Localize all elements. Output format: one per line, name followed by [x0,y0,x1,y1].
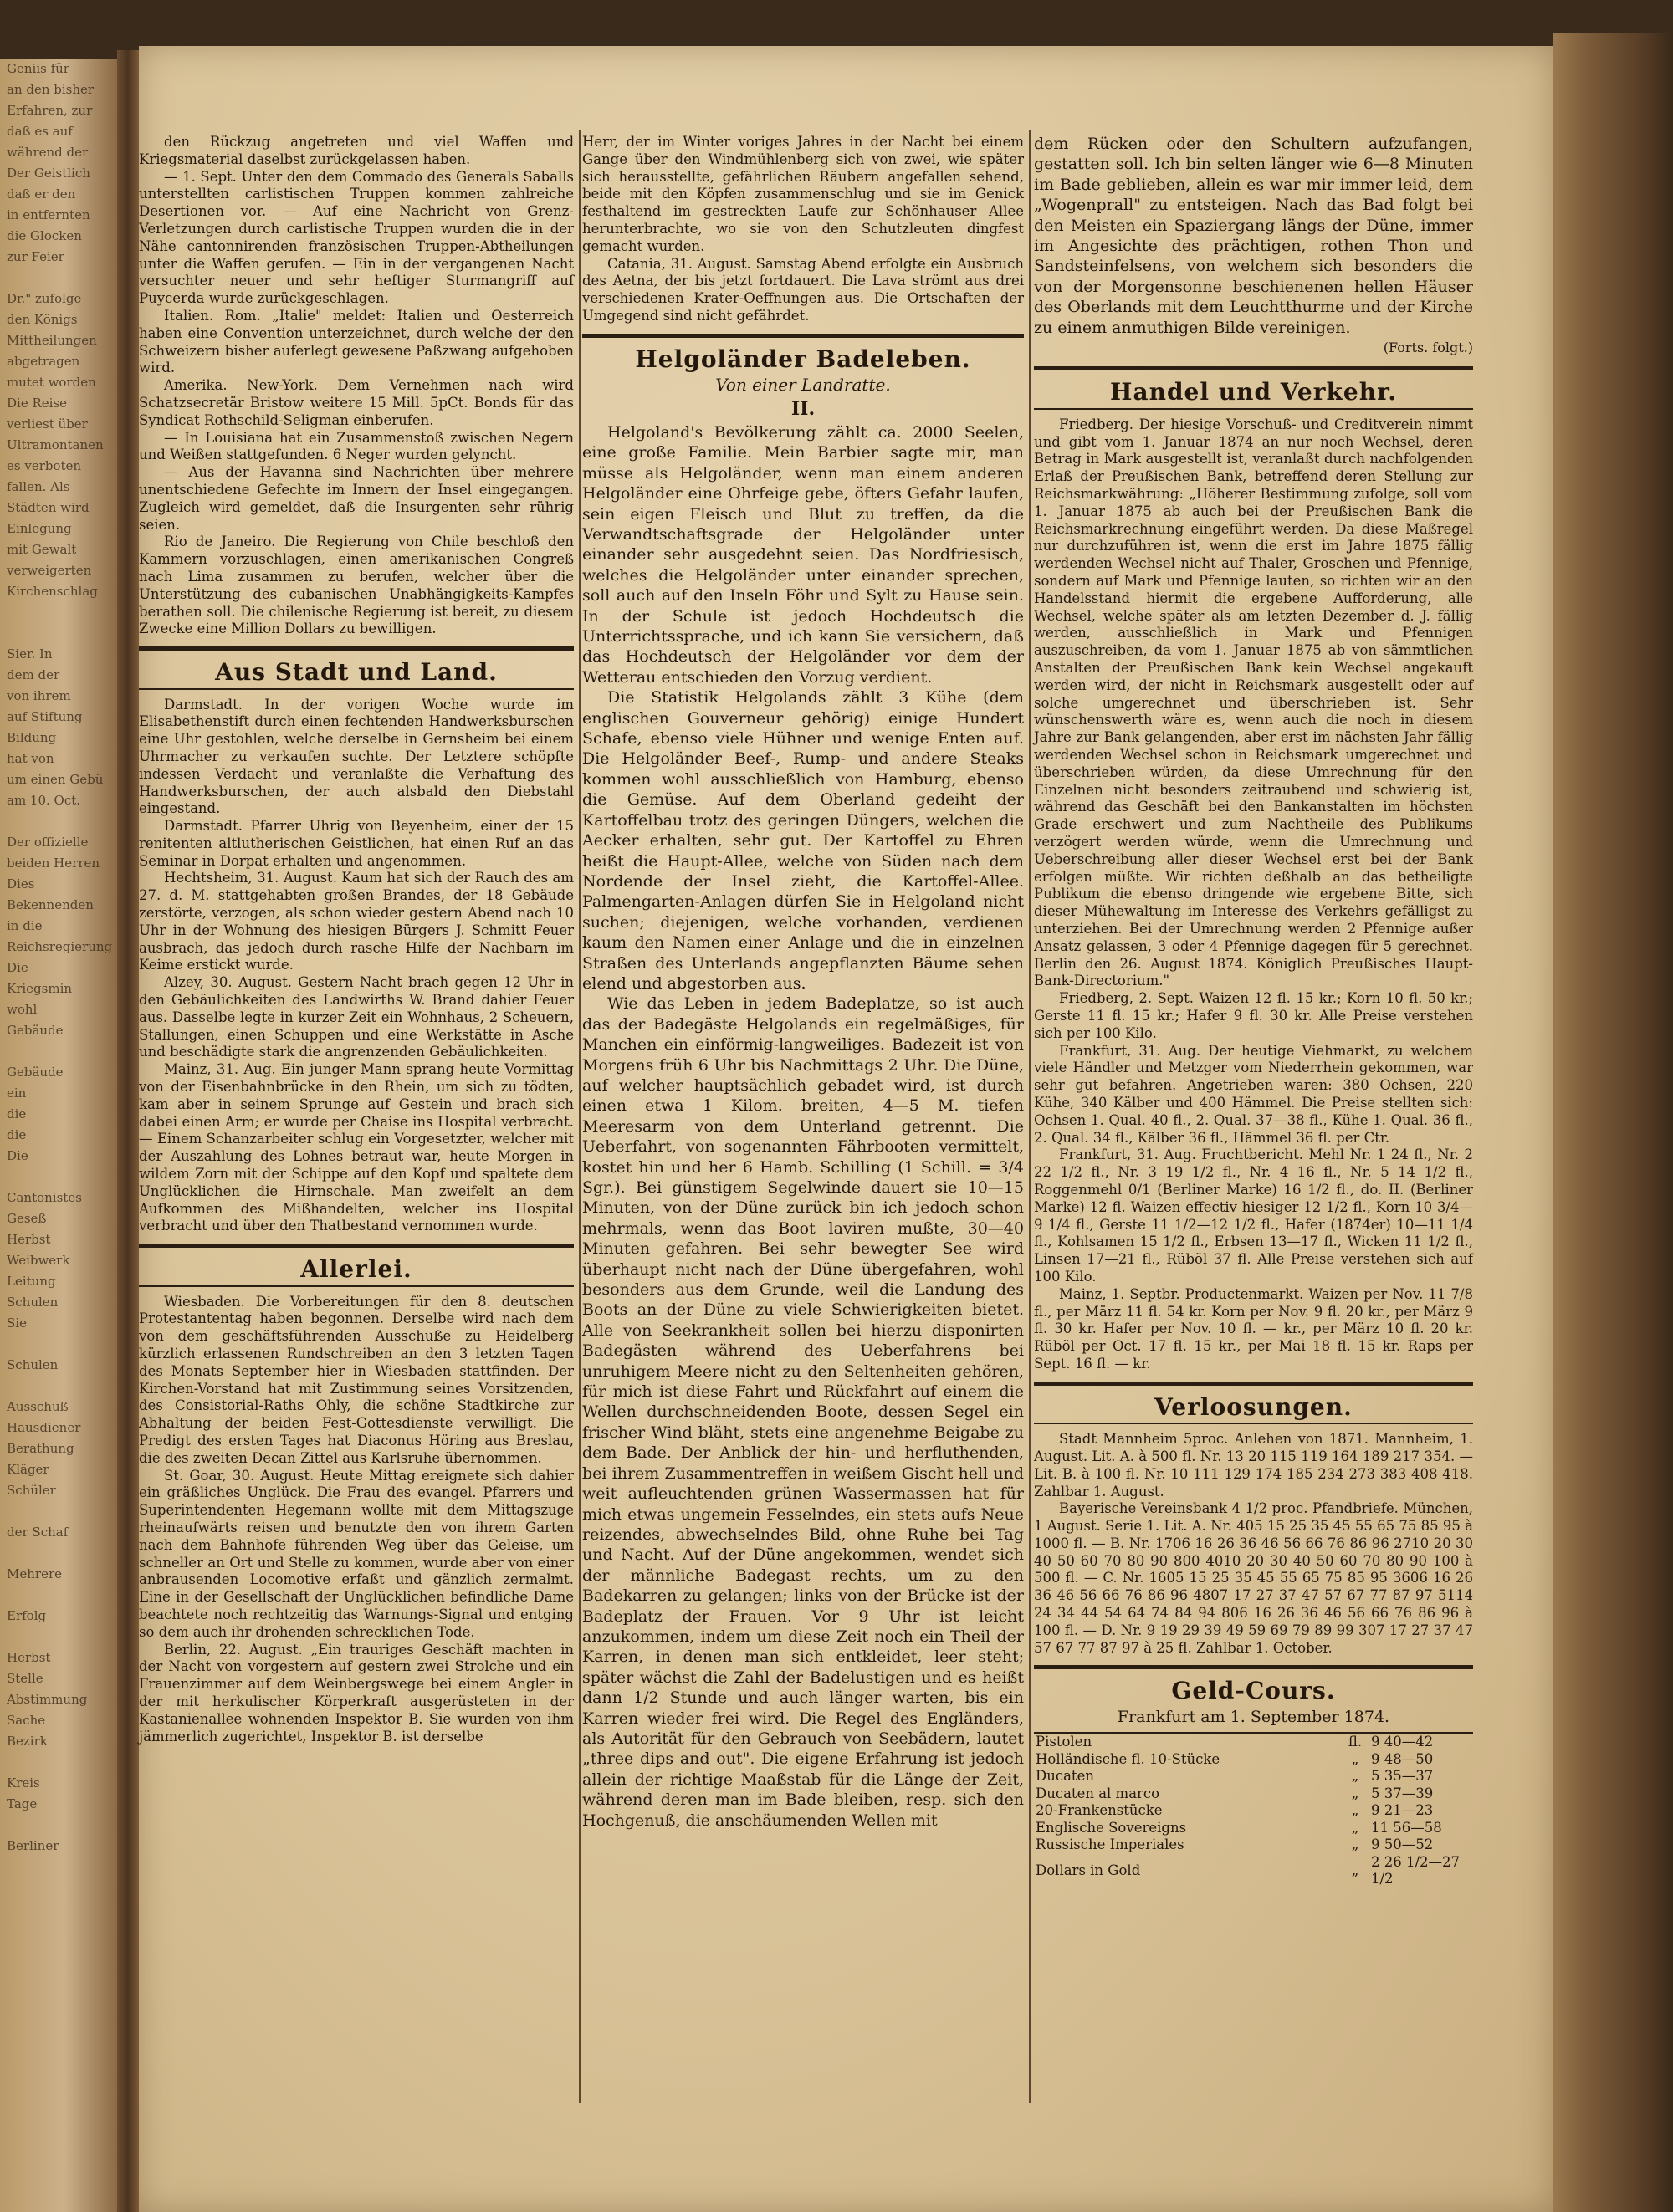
left-page-line: Berathung [7,1441,74,1456]
feuilleton-body [582,422,1024,1831]
left-page-line: Abstimmung [7,1692,88,1707]
currency-name: Englische Sovereigns [1036,1819,1187,1836]
article-paragraph: Rio de Janeiro. Die Regierung von Chile beschloß den Kammern vorzuschlagen, einen amerikanischen Congreß nach Lima zusammen zu berufen, welcher über die Unterstützung des cubanischen Unabhängigkeits-Kampfes berathen soll. Die chilenische Regierung ist bereit, zu diesem Zwecke eine Million Dollars zu bewilligen. [139,534,574,637]
book-gutter [117,50,139,2212]
handel-articles [1034,416,1473,1373]
left-page-line: dem der [7,667,60,682]
article-paragraph: — Aus der Havanna sind Nachrichten über mehrere unentschiedene Gefechte im Innern der Insel eingegangen. Zugleich wird gemeldet, daß die Insurgenten sehr rührig seien. [139,464,574,533]
left-page-line: Der Geistlich [7,166,90,181]
article-paragraph: Hechtsheim, 31. August. Kaum hat sich der Rauch des am 27. d. M. stattgehabten großen Brandes, der 18 Gebäude zerstörte, verzogen, als schon wieder gestern Abend nach 10 Uhr in der Wohnung des hiesigen Bürgers J. Schmitt Feuer ausbrach, das jedoch durch rasche Hilfe der Nachbarn im Keime erstickt wurde. [139,870,574,973]
article-paragraph: Berlin, 22. August. „Ein trauriges Geschäft machten in der Nacht von vorgestern auf gestern zwei Strolche und ein Frauenzimmer auf dem Weinbergswege bei einem Angler in der mit herkulischer Körperkraft ausgerüsteten in der Kastanienallee wohnenden Inspektor B. Sie wurden von ihm jämmerlich zugerichtet, Inspektor B. ist derselbe [139,1641,574,1745]
currency-name: 20-Frankenstücke [1036,1802,1163,1819]
currency-name: Ducaten al marco [1036,1785,1160,1801]
article-paragraph: Amerika. New-York. Dem Vernehmen nach wird Schatzsecretär Bristow weitere 15 Mill. 5pCt. Bonds für das Syndicat Rothschild-Seligman einberufen. [139,377,574,428]
exchange-table [1034,1732,1473,1888]
currency-rate: 9 40—42 [1369,1733,1473,1751]
left-page-line: auf Stiftung [7,709,83,724]
article-paragraph: Alzey, 30. August. Gestern Nacht brach gegen 12 Uhr in den Gebäulichkeiten des Landwirths W. Brand dahier Feuer aus. Dasselbe legte in kurzer Zeit ein Wohnhaus, 2 Scheuern, Stallungen, einen Schuppen und eine Werkstätte in Asche und beschädigte stark die angrenzenden Gebäulichkeiten. [139,974,574,1060]
left-page-line: daß er den [7,186,76,202]
left-page-line: Geseß [7,1211,47,1226]
currency-rate: 9 21—23 [1371,1802,1434,1819]
left-page-line: Schulen [7,1295,59,1310]
left-page-line: Die Reise [7,396,68,411]
currency-unit: „ [1351,1785,1359,1801]
verloosungen-articles [1034,1431,1473,1657]
section-title-allerlei: Allerlei. [300,1255,412,1284]
currency-rate: 9 50—52 [1371,1837,1434,1853]
left-page-line: Mittheilungen [7,333,97,348]
column-2 [582,134,1024,1831]
left-page-line: Die [7,960,28,975]
exchange-row [1034,1837,1473,1854]
currency-rate: 2 26 1/2—27 1/2 [1371,1853,1461,1888]
left-page-line: an den bisher [7,82,95,97]
article-paragraph: Wiesbaden. Die Vorbereitungen für den 8. deutschen Protestantentag haben begonnen. Derselbe wird nach dem von dem geschäftsführenden Ausschuße zu Heidelberg kürzlich erlassenen Rundschreiben an den 3 letzten Tagen des Monats September hier in Wiesbaden stattfinden. Der Kirchen-Vorstand hat mit Zustimmung seines Vorsitzenden, des Consistorial-Raths Ohly, die schöne Stadtkirche zur Abhaltung der beiden Fest-Gottesdienste verwilligt. Die Predigt des ersten Tages hat Diaconus Höring aus Breslau, die des zweiten Decan Zittel aus Karlsruhe übernommen. [139,1293,574,1466]
left-page-line [0,268,117,289]
stadt-land-articles [139,697,574,1236]
left-page-line: Einlegung [7,521,72,536]
currency-unit: „ [1351,1802,1359,1819]
exchange-row [1034,1751,1473,1769]
left-page-line: Erfolg [7,1608,47,1623]
article-paragraph: Stadt Mannheim 5proc. Anlehen von 1871. Mannheim, 1. August. Lit. A. à 500 fl. Nr. 13 20 115 119 164 189 217 354. — Lit. B. à 100 fl. Nr. 10 111 129 174 185 234 273 383 408 418. Zahlbar 1. August. [1034,1431,1473,1499]
article-paragraph: Darmstadt. In der vorigen Woche wurde im Elisabethenstift durch einen fechtenden Handwerksburschen eine Uhr gestohlen, welche derselbe in Gernsheim bei einem Uhrmacher zu verkaufen suchte. Der Letztere schöpfte indessen Verdacht und veranlaßte die Verhaftung des Handwerksburschen, der auch alsbald den Diebstahl eingestand. [139,696,574,817]
article-text: Catania, 31. August. Samstag Abend erfolgte ein Ausbruch des Aetna, der bis jetzt fortdauert. Die Lava strömt aus drei verschiedenen Krater-Oeffnungen aus. Die Ortschaften der Umgegend sind nicht gefährdet. [582,255,1024,324]
section-rule [582,334,1024,338]
section-rule [1034,366,1473,370]
left-page-line [0,1815,117,1836]
column-separator [1029,130,1031,2103]
left-page-line: Reichsregierung [7,939,113,954]
left-page-line: hat von [7,751,54,766]
section-title-geld-cours: Geld-Cours. [1171,1677,1336,1705]
currency-rate: 11 56—58 [1371,1819,1442,1836]
left-page-line: Dies [7,876,35,891]
left-page-line [0,1334,117,1355]
left-facing-page [0,59,117,2212]
left-page-line: den Königs [7,312,78,327]
left-page-line: fallen. Als [7,479,70,494]
left-page-line: Die [7,1148,28,1163]
article-paragraph: Helgoland's Bevölkerung zählt ca. 2000 Seelen, eine große Familie. Mein Barbier sagte mir, man müsse als Helgoländer, wenn man einem anderen Helgoländer eine Ohrfeige gebe, öfters Gefahr laufen, sein eigen Fleisch und Blut zu treffen, da die Verwandtschaftsgrade der Helgoländer unter einander sehr ausgedehnt seien. Das Nordfriesisch, welches die Helgoländer unter einander sprechen, soll auch auf den Inseln Föhr und Sylt zu Hause sein. In der Schule ist jedoch Hochdeutsch die Unterrichtssprache, und ich kann Sie versichern, daß das Hochdeutsch der Helgoländer vor dem der Wetterau entschieden den Vorzug verdient. [582,422,1024,687]
article-paragraph: — In Louisiana hat ein Zusammenstoß zwischen Negern und Weißen stattgefunden. 6 Neger wurden gelyncht. [139,429,574,463]
left-page-line [0,1501,117,1522]
left-page-line: Leitung [7,1274,56,1289]
left-page-line: Mehrere [7,1566,62,1581]
left-page-line: am 10. Oct. [7,793,81,808]
left-page-line [0,1167,117,1188]
left-page-line: Berliner [7,1838,59,1853]
left-page-line: in entfernten [7,207,90,222]
section-title-verloosungen: Verloosungen. [1154,1392,1353,1421]
left-page-line: wohl [7,1002,38,1017]
left-page-line: Kläger [7,1462,49,1477]
feuilleton-part: II. [790,397,816,420]
book-edge [1553,33,1673,2212]
left-page-line: Ausschuß [7,1399,69,1414]
left-page-line: Städten wird [7,500,90,515]
left-page-line: Hausdiener [7,1420,81,1435]
left-page-line: Sie [7,1315,27,1331]
section-rule [1034,1423,1473,1424]
feuilleton-continued: dem Rücken oder den Schultern aufzufangen, gestatten soll. Ich bin selten länger wie 6—8 Minuten im Bade geblieben, allein es war mir immer leid, dem „Wogenprall" zu entsteigen. Nach das Bad folgt bei den Meisten ein Spaziergang längs der Düne, immer im Angesichte des prächtigen, rothen Thon und Sandsteinfelsens, von welchem sich besonders die von der Morgensonne beschienenen hellen Häuser des Oberlands mit dem Leuchtthurme und der Kirche zu einem anmuthigen Bilde vereinigen. [1034,135,1473,337]
left-page-line: in die [7,918,43,933]
currency-unit: „ [1351,1837,1359,1853]
currency-name: Dollars in Gold [1036,1862,1141,1879]
article-paragraph: Friedberg. Der hiesige Vorschuß- und Creditverein nimmt und gibt vom 1. Januar 1874 an nur noch Wechsel, deren Betrag in Mark ausgestellt ist, veranlaßt durch nachfolgenden Erlaß der Preußischen Bank, betreffend deren Stellung zur Reichsmarkwährung: „Höherer Bestimmung zufolge, soll vom 1. Januar 1875 ab auch bei der Preußischen Bank die Reichsmarkrechnung eingeführt werden. Da diese Maßregel nur durchzuführen ist, wenn die erst im Jahre 1875 fällig werdenden Wechsel nicht auf Thaler, Groschen und Pfennige, sondern auf Mark und Pfennige lauten, so richten wir an den Handelsstand hiermit die ergebene Aufforderung, alle Wechsel, welche später als am letzten Dezember d. J. fällig werden, ausschließlich in Mark und Pfennigen auszuschreiben, da vom 1. Januar 1875 ab von sämmtlichen Anstalten der Preußischen Bank kein Wechsel angekauft werden wird, der nicht in Reichsmark ausgestellt oder auf solche umgerechnet und überschrieben ist. Sehr wünschenswerth wäre es, wenn auch die noch in diesem Jahre zur Bank gelangenden, aber erst im nächsten Jahr fällig werdenden Wechsel schon in Reichsmark umgerechnet und überschrieben würden, da diese Umrechnung für den Einzelnen nicht besonders zeitraubend und schwierig ist, während das Geschäft bei den Bankanstalten im höchsten Grade erschwert und zum Nachtheile des Publikums verzögert werden würde, wenn die Umrechnung und Ueberschreibung aller dieser Wechsel erst bei der Bank erfolgen müßte. Wir richten deßhalb an das betheiligte Publikum die ebenso dringende wie ergebene Bitte, sich dieser Mühewaltung im Interesse des Verkehrs gefälligst zu unterziehen. Bei der Umrechnung werden 2 Pfennige außer Ansatz gelassen, 3 oder 4 Pfennige dagegen für 5 gerechnet. Berlin den 26. August 1874. Königlich Preußisches Haupt-Bank-Directorium." [1034,416,1473,989]
column-1 [139,134,574,1745]
left-page-line: von ihrem [7,688,71,703]
geld-cours-subtitle: Frankfurt am 1. September 1874. [1117,1707,1390,1726]
section-rule [139,1244,574,1248]
column-3 [1034,134,1473,1888]
left-page-line [0,1376,117,1397]
left-page-line: Bezirk [7,1734,48,1749]
left-page-line [0,1627,117,1648]
article-paragraph: Darmstadt. Pfarrer Uhrig von Beyenheim, einer der 15 renitenten altlutherischen Geistlichen, hat einen Ruf an das Seminar in Dorpat erhalten und angenommen. [139,818,574,869]
left-page-line: während der [7,145,89,160]
left-page-line: Sache [7,1713,46,1728]
left-page-line: daß es auf [7,124,73,139]
left-page-line: Herbst [7,1650,51,1665]
left-page-line: Gebäude [7,1065,64,1080]
allerlei-articles [139,1294,574,1746]
left-page-line: es verboten [7,458,82,473]
left-page-line: Schüler [7,1483,56,1498]
left-page-line: Herbst [7,1232,51,1247]
section-rule [1034,408,1473,410]
left-page-line: der Schaf [7,1525,69,1540]
left-page-line [0,1585,117,1606]
article-paragraph: Bayerische Vereinsbank 4 1/2 proc. Pfandbriefe. München, 1 August. Serie 1. Lit. A. Nr. 405 15 25 35 45 55 65 75 85 95 à 1000 fl. — B. Nr. 1706 16 26 36 46 56 66 76 86 96 2710 20 30 40 50 60 70 80 90 800 4010 20 30 40 50 60 70 80 90 100 à 500 fl. — C. Nr. 1605 15 25 35 45 55 65 75 85 95 3606 16 26 36 46 56 66 76 86 96 4807 17 27 37 47 57 67 77 87 97 5114 24 34 44 54 64 74 84 94 806 16 26 36 46 56 66 76 86 96 à 100 fl. — D. Nr. 9 19 29 39 49 59 69 79 89 99 307 17 27 37 47 57 67 77 87 97 à 25 fl. Zahlbar 1. October. [1034,1500,1473,1656]
currency-name: Russische Imperiales [1036,1837,1184,1853]
left-page-line: Schulen [7,1357,59,1372]
column-separator [579,130,581,2103]
currency-rate: 5 37—39 [1371,1785,1434,1801]
currency-name: Pistolen [1034,1733,1341,1751]
left-page-line: verweigerten [7,563,92,578]
left-page-line: Kreis [7,1775,40,1791]
article-paragraph: den Rückzug angetreten und viel Waffen und Kriegsmaterial daselbst zurückgelassen haben. [139,134,574,167]
newspaper-page [139,46,1553,2212]
exchange-row [1034,1820,1473,1837]
section-rule [139,1285,574,1287]
left-page-line: abgetragen [7,354,80,369]
article-paragraph: Mainz, 1. Septbr. Productenmarkt. Waizen per Nov. 11 7/8 fl., per März 11 fl. 54 kr. Korn per Nov. 9 fl. 20 kr., per März 9 fl. 30 kr. Hafer per Nov. 10 fl. — kr., per März 10 fl. 20 kr. Rüböl per Oct. 17 fl. 15 kr., per Mai 18 fl. 15 kr. Raps per Sept. 16 fl. — kr. [1034,1285,1473,1372]
left-page-line: Kriegsmin [7,981,73,996]
exchange-row [1034,1854,1473,1888]
left-page-line: Der offizielle [7,835,89,850]
currency-unit: „ [1351,1819,1359,1836]
article-paragraph: Frankfurt, 31. Aug. Fruchtbericht. Mehl Nr. 1 24 fl., Nr. 2 22 1/2 fl., Nr. 3 19 1/2 fl., Nr. 4 16 fl., Nr. 5 14 1/2 fl., Roggenmehl 0/1 (Berliner Marke) 16 1/2 fl., do. II. (Berliner Marke) 12 fl. Waizen effectiv hiesiger 12 1/2 fl., Korn 10 3/4—9 1/4 fl., Gerste 11 1/2—12 1/2 fl., Hafer (1874er) 10—11 1/4 fl., Kohlsamen 15 1/2 fl., Erbsen 13—17 fl., Wicken 11 1/2 fl., Linsen 17—21 fl., Rüböl 37 fl. Alle Preise verstehen sich auf 100 Kilo. [1034,1147,1473,1285]
left-page-line: Stelle [7,1671,43,1686]
currency-name: Ducaten [1036,1768,1094,1785]
left-page-line: um einen Gebü [7,772,104,787]
news-intro [139,134,574,638]
left-page-line: zur Feier [7,249,64,264]
left-page-line: Tage [7,1796,38,1811]
section-rule [1034,1665,1473,1669]
left-page-line: beiden Herren [7,856,100,871]
article-text: Herr, der im Winter voriges Jahres in der Nacht bei einem Gange über den Windmühlenberg sich von zwei, wie später sich herausstellte, gefährlichen Räubern angefallen sehend, beide mit den Köpfen zusammenschlug und sie im Genick festhaltend im gestreckten Laufe zur Schönhauser Allee herunterbrachte, wo sie von den Schutzleuten dingfest gemacht wurden. [582,134,1024,254]
currency-rate: 9 48—50 [1371,1750,1434,1767]
left-page-line: die Glocken [7,228,82,243]
currency-unit: fl. [1341,1733,1369,1751]
left-page-line: die [7,1106,27,1121]
left-page-line: die [7,1127,27,1142]
left-page-line: Weibwerk [7,1253,70,1268]
left-page-line: Gebäude [7,1023,64,1038]
left-page-line [0,623,117,644]
exchange-row [1034,1768,1473,1785]
left-page-line: Cantonistes [7,1190,82,1205]
article-paragraph: St. Goar, 30. August. Heute Mittag ereignete sich dahier ein gräßliches Unglück. Die Frau des evangel. Pfarrers und Superintendenten Hegemann wollte mit dem Mittagszuge rheinaufwärts reisen und benutzte den von ihrem Garten nach dem Bahnhofe führenden Weg über das Geleise, um schneller an Ort und Stelle zu kommen, wurde aber von einer anbrausenden Locomotive erfaßt und gänzlich zermalmt. Eine in der Gesellschaft der Unglücklichen befindliche Dame beachtete noch rechtzeitig das Warnungs-Signal und entging so dem auch ihr drohenden schrecklichen Tode. [139,1467,574,1640]
feuilleton-subtitle: Von einer Landratte. [715,375,891,396]
left-page-line [0,1752,117,1773]
left-page-line: ein [7,1086,27,1101]
section-rule [139,646,574,651]
article-paragraph: Mainz, 31. Aug. Ein junger Mann sprang heute Vormittag von der Eisenbahnbrücke in den Rhein, um sich zu tödten, kam aber in seinem Sprunge auf Gestein und brach sich dabei einen Arm; er wurde per Chaise ins Hospital verbracht. — Einem Schanzarbeiter schlug ein Vorgesetzter, welcher mit der Auszahlung des Lohnes betraut war, heute Morgen in wildem Zorn mit der Schippe auf den Kopf und spaltete dem Unglücklichen die Hirnschale. Man zweifelt an dem Aufkommen des Mißhandelten, welcher ins Hospital verbracht und über den Thatbestand vernommen wurde. [139,1061,574,1234]
article-paragraph: Frankfurt, 31. Aug. Der heutige Viehmarkt, zu welchem viele Händler und Metzger vom Niederrhein gekommen, war sehr gut befahren. Angetrieben waren: 380 Ochsen, 220 Kühe, 340 Kälber und 400 Hämmel. Die Preise stellten sich: Ochsen 1. Qual. 40 fl., 2. Qual. 37—38 fl., Kühe 1. Qual. 36 fl., 2. Qual. 34 fl., Kälber 36 fl., Hämmel 36 fl. per Ctr. [1034,1042,1473,1146]
article-paragraph: Friedberg, 2. Sept. Waizen 12 fl. 15 kr.; Korn 10 fl. 50 kr.; Gerste 11 fl. 15 kr.; Hafer 9 fl. 30 kr. Alle Preise verstehen sich per 100 Kilo. [1034,990,1473,1041]
exchange-row [1034,1785,1473,1803]
section-title-handel: Handel und Verkehr. [1110,378,1397,406]
left-page-line [0,1041,117,1062]
currency-rate: 5 35—37 [1371,1768,1434,1785]
left-page-line: Ultramontanen [7,437,104,452]
currency-unit: „ [1351,1750,1359,1767]
article-paragraph: Wie das Leben in jedem Badeplatze, so ist auch das der Badegäste Helgolands ein regelmäßiges, für Manchen ein einförmig-langweiliges. Badezeit ist von Morgens früh 6 Uhr bis Nachmittags 2 Uhr. Die Düne, auf welcher hauptsächlich gebadet wird, ist durch einen etwa 1 Kilom. breiten, 4—5 M. tiefen Meeresarm von dem Unterland getrennt. Die Ueberfahrt, von sogenannten Fährbooten vermittelt, kostet hin und her 6 Hamb. Schilling (1 Schill. = 3/4 Sgr.). Bei günstigem Segelwinde dauert sie 10—15 Minuten, von der Düne zurück bin ich jedoch schon mehrmals, wenn das Boot laviren mußte, 30—40 Minuten gefahren. Bei sehr bewegter See wird überhaupt nicht nach der Düne übergefahren, wohl besonders aus dem Grunde, weil die Landung des Boots an der Düne zu viele Schwierigkeiten bietet. Alle von Seekrankheit sollen bei hierzu disponirten Badegästen während des Ueberfahrens bei unruhigem Meere nicht zu den Seltenheiten gehören, für mich ist diese Fahrt und Rückfahrt auf einem die Wellen durchschneidenden Boote, dessen Segel ein frischer Wind bläht, stets eine angenehme Beigabe zu dem Bade. Der Anblick der hin- und herfluthenden, bei ihrem Zusammentreffen in weißem Gischt hell und weit aufleuchtenden grünen Wassermassen hat für mich etwas ungemein Fesselndes, ein stets aufs Neue reizendes, abwechselndes Bild, ohne Ruhe bei Tag und Nacht. Auf der Düne angekommen, wendet sich der männliche Badegast rechts, um zu den Badekarren zu gelangen; links von der Brücke ist der Badeplatz der Frauen. Vor 9 Uhr ist leicht anzukommen, indem um diese Zeit noch ein Theil der Karren, in denen man sich entkleidet, leer steht; später wächst die Zahl der Badelustigen und es heißt dann 1/2 Stunde und auch länger warten, bis ein Karren wieder frei wird. Die Regel des Engländers, als Autorität für den Gebrauch von Seebädern, lautet „three dips and out". Die eigene Erfahrung ist jedoch allein der richtige Maaßstab für die Länge der Zeit, während deren man im Bade bleiben, resp. sich den Hochgenuß, die anschäumenden Wellen mit [582,994,1024,1830]
article-paragraph: Italien. Rom. „Italie" meldet: Italien und Oesterreich haben eine Convention unterzeichnet, durch welche der den Schweizern bisher auferlegt gewesene Paßzwang aufgehoben wird. [139,307,574,376]
left-page-line: Bildung [7,730,57,745]
currency-name: Holländische fl. 10-Stücke [1036,1750,1220,1767]
left-page-line [0,1543,117,1564]
left-page-line: Dr." zufolge [7,291,82,306]
article-paragraph: — 1. Sept. Unter den dem Commado des Generals Saballs unterstellten carlistischen Truppen kommen zahlreiche Desertionen vor. — Auf eine Nachricht von Grenz-Verletzungen durch carlistische Truppen wurden die in der Nähe cantonnirenden französischen Truppen-Abtheilungen unter die Waffen gerufen. — Ein in der vergangenen Nacht versuchter neuer und sehr heftiger Sturmangriff auf Puycerda wurde zurückgeschlagen. [139,168,574,307]
left-page-line [0,811,117,832]
left-page-line: Kirchenschlag [7,584,98,599]
section-rule [1034,1382,1473,1386]
currency-unit: „ [1351,1862,1359,1879]
continued-note: (Forts. folgt.) [1383,340,1473,356]
left-page-line: Erfahren, zur [7,103,93,118]
left-page-line [0,602,117,623]
feuilleton-title: Helgoländer Badeleben. [635,345,971,373]
left-page-line: verliest über [7,416,88,432]
left-page-line: mutet worden [7,375,96,390]
section-rule [139,688,574,690]
left-page-line: Sier. In [7,646,53,662]
article-paragraph: Die Statistik Helgolands zählt 3 Kühe (dem englischen Gouverneur gehörig) einige Hundert Schafe, ebenso viele Hühner und wenige Enten auf. Die Helgoländer Beef-, Rump- und andere Steaks kommen wohl ausschließlich von Hamburg, ebenso die Gemüse. Auf dem Oberland gedeiht der Kartoffelbau trotz des geringen Düngers, welchen die Aecker erhalten, sehr gut. Der Kartoffel zu Ehren heißt die Haupt-Allee, welche von Süden nach dem Nordende der Insel zieht, die Kartoffel-Allee. Palmengarten-Anlagen dürfen Sie in Helgoland nicht suchen; diejenigen, welche vorhanden, verdienen kaum den Namen einer Anlage und die in einzelnen Straßen des Unterlands angepflanzten Bäume sehen elend und abgestorben aus. [582,688,1024,993]
currency-unit: „ [1351,1768,1359,1785]
left-page-line: Geniis für [7,61,69,76]
section-title-stadt-land: Aus Stadt und Land. [215,658,498,687]
exchange-row [1034,1802,1473,1820]
left-page-line: Bekennenden [7,897,94,912]
exchange-row [1034,1733,1473,1751]
left-page-line: mit Gewalt [7,542,77,557]
